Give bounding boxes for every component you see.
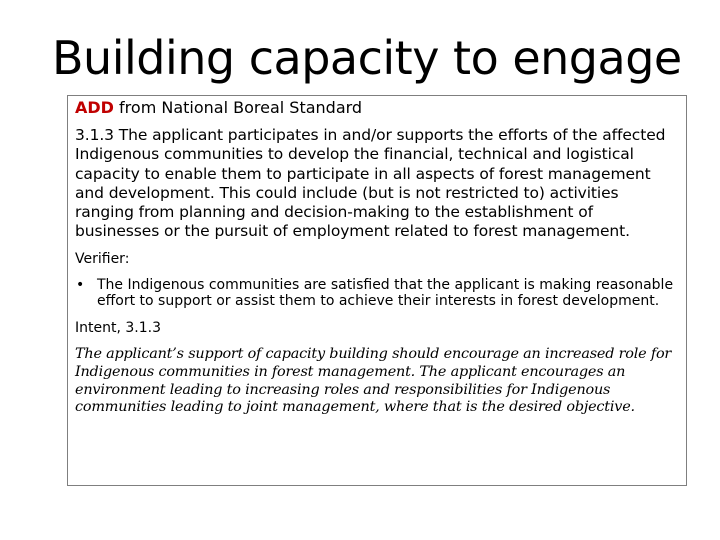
- verifier-list: [75, 277, 680, 310]
- add-source: from National Boreal Standard: [113, 98, 363, 117]
- bullet-icon: •: [76, 276, 85, 293]
- intent-label: Intent, 3.1.3: [75, 320, 161, 337]
- criterion-text: 3.1.3 The applicant participates in and/or supports the efforts of the affected Indigenous communities to develop the financial, technical and logistical capacity to enable them to participate in all aspects of forest management and development. This could include (but is not restricted to) activities ranging from planning and decision-making to the establishment of businesses or the pursuit of employment related to forest management.: [75, 126, 666, 241]
- add-keyword: ADD: [75, 98, 114, 117]
- verifier-label: Verifier:: [75, 250, 130, 267]
- add-line: [75, 98, 680, 118]
- verifier-item: [75, 277, 680, 310]
- verifier-item-text: The Indigenous communities are satisfied that the applicant is making reasonable effort to support or assist them to achieve their interests in forest development.: [97, 276, 674, 310]
- intent-text: The applicant’s support of capacity building should encourage an increased role for Indigenous communities in forest management. The applicant encourages an environment leading to increasing roles and responsibilities for Indigenous communities leading to joint management, where that is the desired objective.: [75, 346, 672, 416]
- standard-text-box: [67, 95, 687, 486]
- slide-title: Building capacity to engage: [52, 31, 682, 85]
